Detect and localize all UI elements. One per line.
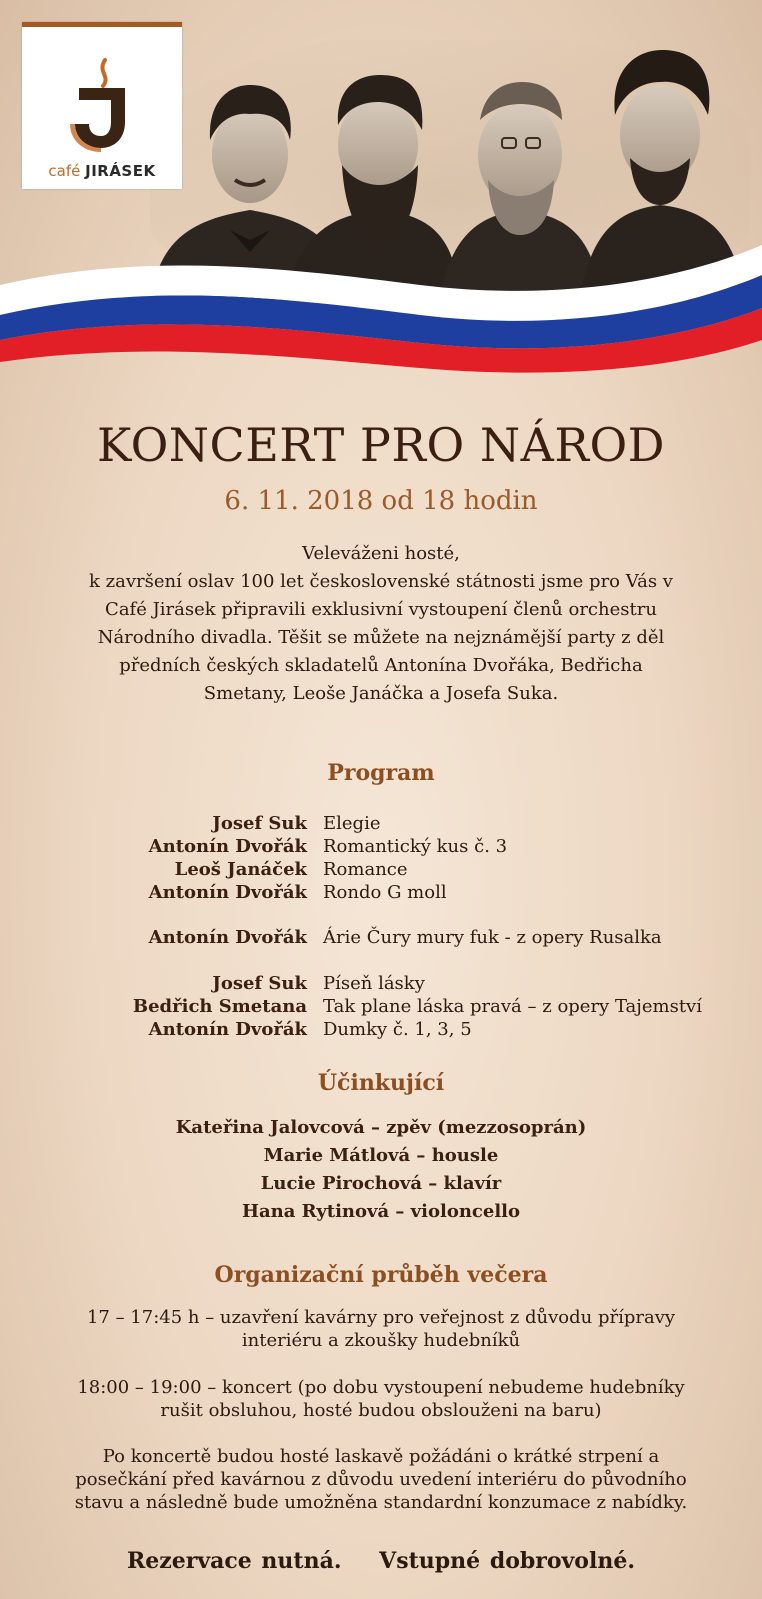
header-banner bbox=[0, 0, 762, 380]
program-row bbox=[0, 836, 762, 859]
performers-heading: Účinkující bbox=[317, 1070, 445, 1096]
program-composer: Antonín Dvořák bbox=[148, 882, 307, 903]
program-piece: Dumky č. 1, 3, 5 bbox=[323, 1019, 472, 1040]
program-heading: Program bbox=[327, 760, 435, 786]
program-composer: Antonín Dvořák bbox=[148, 927, 307, 948]
program-row bbox=[0, 813, 762, 836]
intro-line: k završení oslav 100 let československé státnosti jsme pro Vás v bbox=[89, 571, 673, 592]
program-piece: Romantický kus č. 3 bbox=[323, 836, 508, 857]
logo-cafe-text: café bbox=[48, 162, 81, 180]
logo-top-bar bbox=[22, 22, 182, 27]
event-title: KONCERT PRO NÁROD bbox=[96, 418, 666, 472]
program-composer: Bedřich Smetana bbox=[132, 996, 307, 1017]
intro-line: Smetany, Leoše Janáčka a Josefa Suka. bbox=[203, 683, 559, 704]
program-piece: Árie Čury mury fuk - z opery Rusalka bbox=[323, 927, 662, 948]
intro-text bbox=[60, 540, 702, 708]
intro-line: předních českých skladatelů Antonína Dvořáka, Bedřicha bbox=[119, 655, 643, 676]
program-row bbox=[0, 1019, 762, 1042]
czech-flag-ribbon bbox=[0, 240, 762, 380]
schedule-line: posečkání před kavárnou z důvodu uvedení interiéru do původního bbox=[75, 1469, 687, 1490]
program-composer: Josef Suk bbox=[212, 973, 307, 994]
program-piece: Rondo G moll bbox=[323, 882, 447, 903]
schedule-line: Po koncertě budou hosté laskavě požádáni o krátké strpení a bbox=[102, 1446, 660, 1467]
program-piece: Tak plane láska pravá – z opery Tajemství bbox=[323, 996, 702, 1017]
schedule-line: 18:00 – 19:00 – koncert (po dobu vystoupení nebudeme hudebníky bbox=[77, 1377, 685, 1398]
program-piece: Romance bbox=[323, 859, 408, 880]
program-row bbox=[0, 973, 762, 996]
performer-item: Kateřina Jalovcová – zpěv (mezzosoprán) bbox=[175, 1117, 587, 1138]
performer-item: Hana Rytinová – violoncello bbox=[241, 1201, 520, 1222]
intro-line: Veleváženi hosté, bbox=[302, 543, 460, 564]
program-composer: Antonín Dvořák bbox=[148, 1019, 307, 1040]
footer-note bbox=[0, 1548, 762, 1574]
cup-logo-icon bbox=[67, 52, 137, 152]
program-composer: Antonín Dvořák bbox=[148, 836, 307, 857]
schedule-line: 17 – 17:45 h – uzavření kavárny pro veřejnost z důvodu přípravy bbox=[86, 1307, 676, 1328]
program-composer: Leoš Janáček bbox=[174, 859, 307, 880]
event-date: 6. 11. 2018 od 18 hodin bbox=[224, 486, 538, 516]
schedule-line: stavu a následně bude umožněna standardní konzumace z nabídky. bbox=[74, 1492, 688, 1513]
program-row bbox=[0, 882, 762, 905]
intro-line: Národního divadla. Těšit se můžete na nejznámější party z děl bbox=[97, 627, 665, 648]
schedule-paragraph-3 bbox=[40, 1445, 722, 1514]
logo-wordmark bbox=[22, 162, 182, 180]
performer-item: Marie Mátlová – housle bbox=[263, 1145, 499, 1166]
schedule-line: interiéru a zkoušky hudebníků bbox=[241, 1330, 521, 1351]
schedule-heading: Organizační průběh večera bbox=[214, 1262, 548, 1288]
program-composer: Josef Suk bbox=[212, 813, 307, 834]
program-row bbox=[0, 996, 762, 1019]
schedule-line: rušit obsluhou, hosté budou obslouženi na baru) bbox=[160, 1400, 602, 1421]
cafe-logo bbox=[22, 22, 182, 189]
logo-name-text: JIRÁSEK bbox=[85, 162, 156, 180]
performer-item: Lucie Pirochová – klavír bbox=[260, 1173, 502, 1194]
schedule-paragraph-2 bbox=[40, 1376, 722, 1422]
program-row bbox=[0, 859, 762, 882]
program-row bbox=[0, 927, 762, 950]
intro-line: Café Jirásek připravili exklusivní vystoupení členů orchestru bbox=[105, 599, 657, 620]
reservation-note: Rezervace nutná. bbox=[126, 1548, 342, 1574]
entry-note: Vstupné dobrovolné. bbox=[379, 1548, 635, 1574]
program-piece: Píseň lásky bbox=[323, 973, 425, 994]
program-piece: Elegie bbox=[323, 813, 381, 834]
schedule-paragraph-1 bbox=[40, 1306, 722, 1352]
